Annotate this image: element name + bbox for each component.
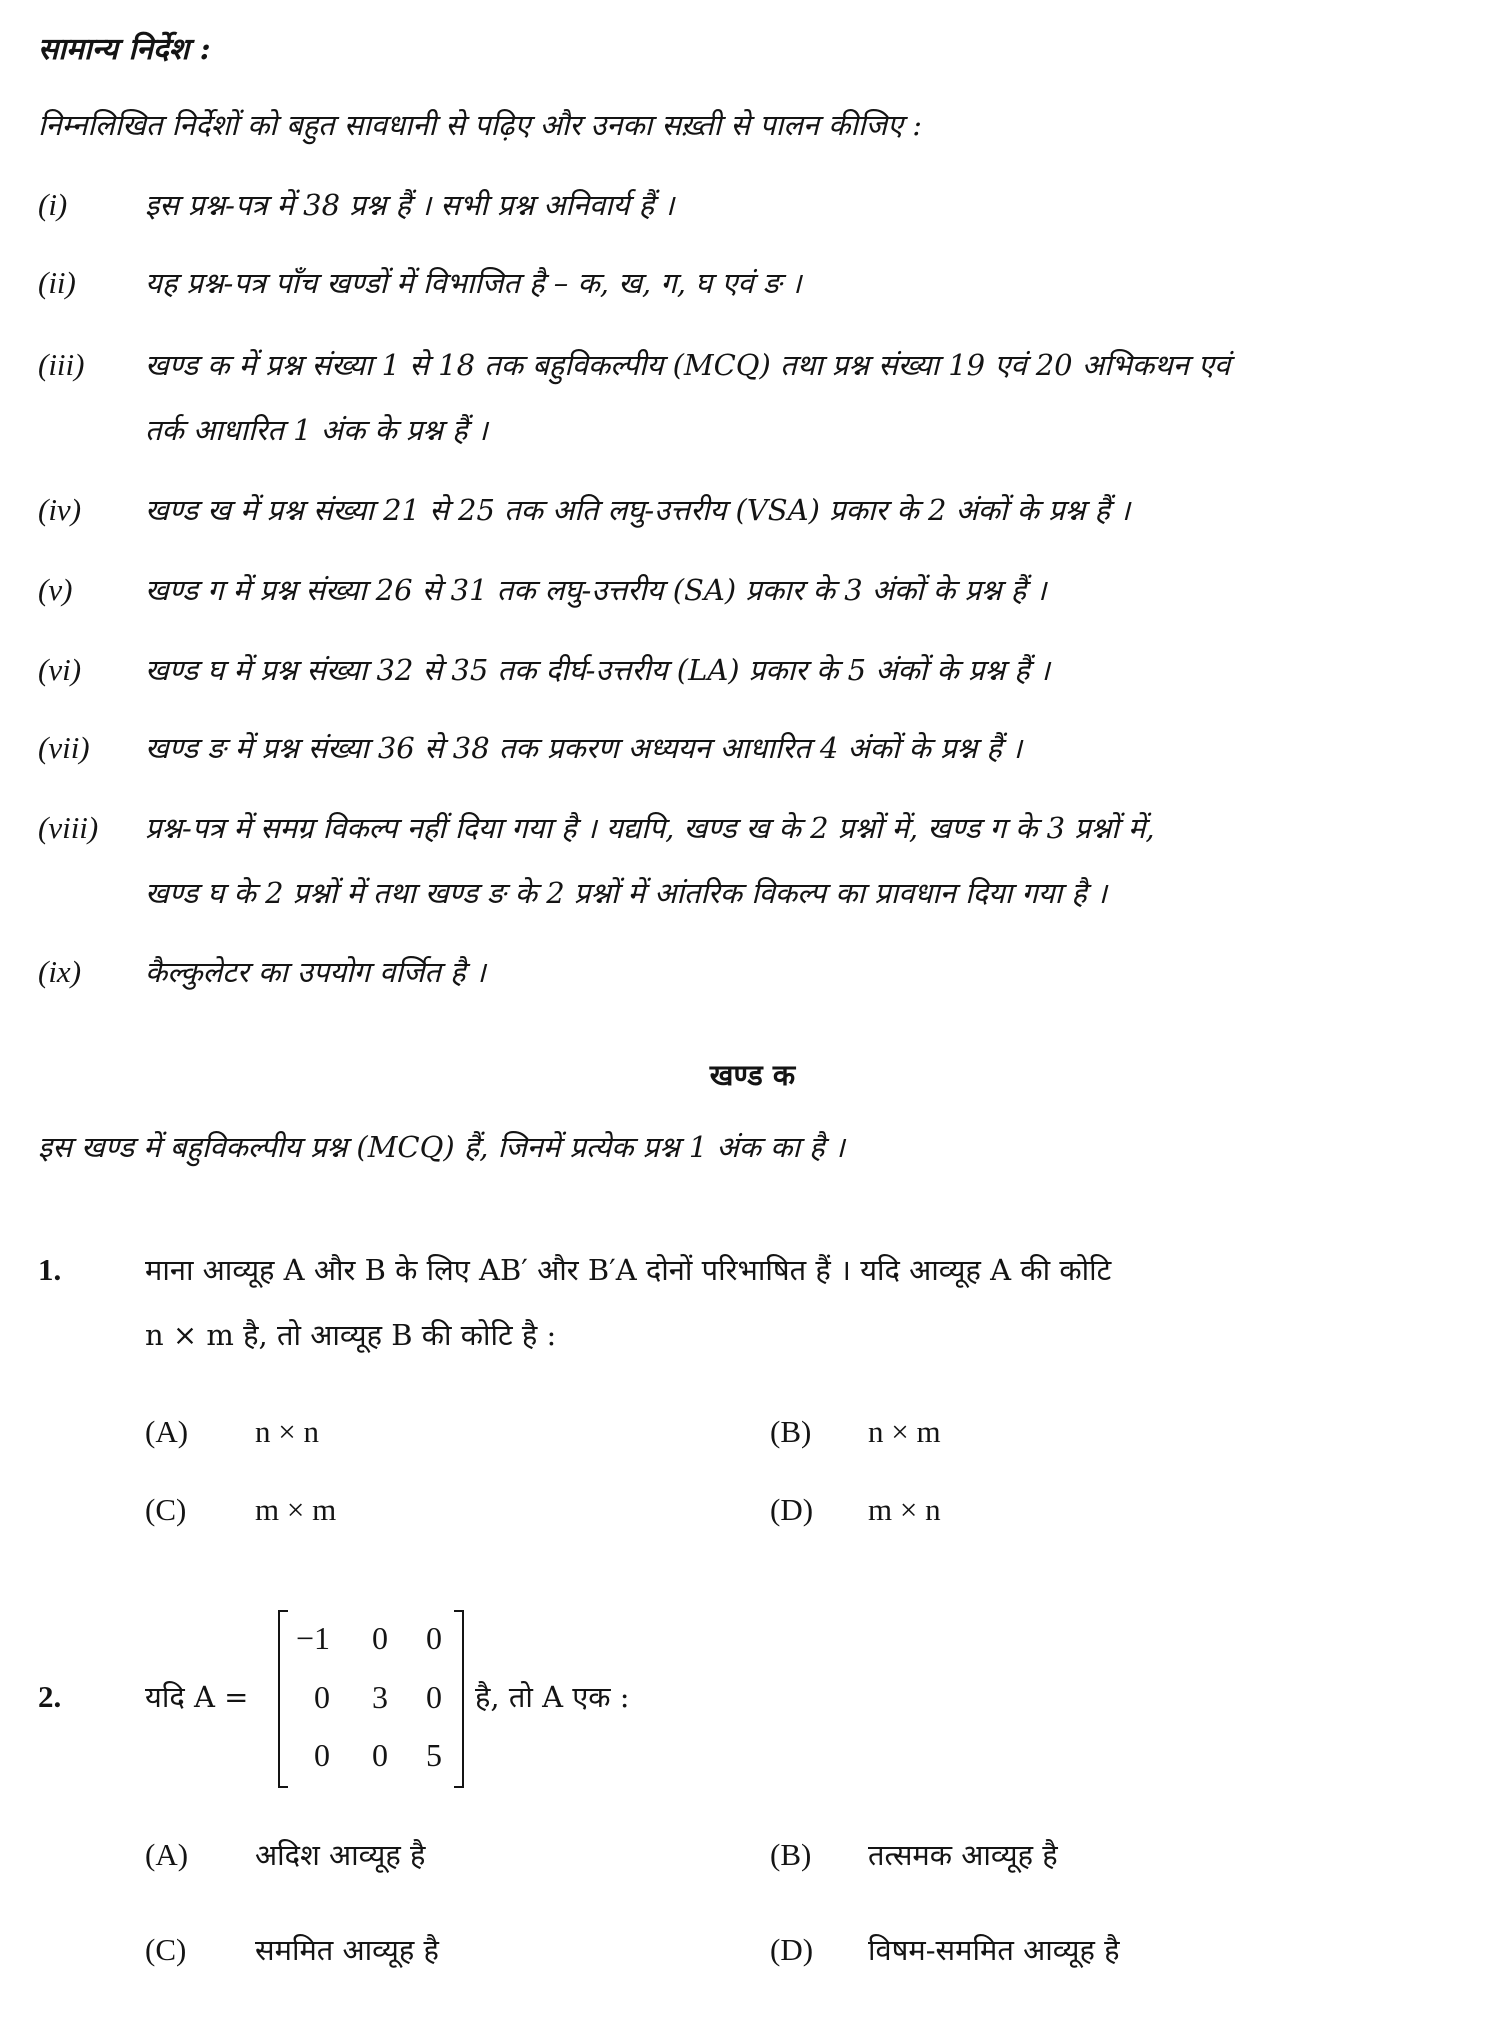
matrix-cell: 0	[314, 1737, 330, 1773]
option-label-b: (B)	[770, 1414, 812, 1449]
option-a[interactable]: n × n	[255, 1414, 319, 1449]
question-text: माना आव्यूह A और B के लिए AB′ और B′A दोनों परिभाषित हैं । यदि आव्यूह A की कोटि	[145, 1253, 1112, 1287]
instruction-num: (ix)	[38, 954, 82, 989]
instruction-num: (iv)	[38, 492, 82, 527]
question-text-cont: n × m है, तो आव्यूह B की कोटि है :	[145, 1318, 557, 1352]
matrix-cell: 5	[426, 1737, 442, 1773]
section-note: इस खण्ड में बहुविकल्पीय प्रश्न (MCQ) हैं, जिनमें प्रत्येक प्रश्न 1 अंक का है ।	[38, 1130, 845, 1164]
matrix-cell: 0	[372, 1737, 388, 1773]
option-d[interactable]: m × n	[868, 1492, 941, 1527]
instruction-num: (ii)	[38, 265, 76, 300]
instructions-intro: निम्नलिखित निर्देशों को बहुत सावधानी से पढ़िए और उनका सख़्ती से पालन कीजिए :	[38, 108, 923, 142]
instructions-title: सामान्य निर्देश :	[38, 32, 211, 67]
instruction-num: (vii)	[38, 730, 90, 765]
instruction-text: प्रश्न-पत्र में समग्र विकल्प नहीं दिया गया है । यद्यपि, खण्ड ख के 2 प्रश्नों में, खण्ड ग के 3 प्रश्नों में,	[145, 811, 1155, 845]
matrix-cell: 0	[314, 1679, 330, 1715]
instruction-text: यह प्रश्न-पत्र पाँच खण्डों में विभाजित है – क, ख, ग, घ एवं ङ ।	[145, 266, 802, 300]
instruction-text-cont: खण्ड घ के 2 प्रश्नों में तथा खण्ड ङ के 2 प्रश्नों में आंतरिक विकल्प का प्रावधान दिया गया है ।	[145, 876, 1108, 910]
option-label-a: (A)	[145, 1837, 189, 1872]
matrix-a	[278, 1610, 464, 1788]
instruction-text: खण्ड ख में प्रश्न संख्या 21 से 25 तक अति लघु-उत्तरीय (VSA) प्रकार के 2 अंकों के प्रश्न हैं ।	[145, 493, 1131, 527]
instruction-text: खण्ड घ में प्रश्न संख्या 32 से 35 तक दीर्घ-उत्तरीय (LA) प्रकार के 5 अंकों के प्रश्न हैं ।	[145, 653, 1050, 687]
option-label-a: (A)	[145, 1414, 189, 1449]
option-d[interactable]: विषम-सममित आव्यूह है	[868, 1933, 1120, 1967]
instruction-num: (viii)	[38, 810, 99, 845]
question-text-prefix: यदि A =	[145, 1680, 249, 1714]
matrix-cell: 0	[426, 1620, 442, 1656]
instruction-text-cont: तर्क आधारित 1 अंक के प्रश्न हैं ।	[145, 413, 488, 447]
question-number: 1.	[38, 1252, 62, 1287]
matrix-cell: −1	[295, 1620, 330, 1656]
instruction-num: (vi)	[38, 652, 82, 687]
option-b[interactable]: तत्समक आव्यूह है	[868, 1838, 1058, 1872]
instruction-text: कैल्कुलेटर का उपयोग वर्जित है ।	[145, 955, 486, 989]
matrix-cell: 0	[426, 1679, 442, 1715]
question-text-suffix: है, तो A एक :	[475, 1680, 630, 1714]
instruction-num: (iii)	[38, 347, 85, 382]
instruction-text: खण्ड ग में प्रश्न संख्या 26 से 31 तक लघु-उत्तरीय (SA) प्रकार के 3 अंकों के प्रश्न हैं ।	[145, 573, 1047, 607]
matrix-cell: 0	[372, 1620, 388, 1656]
instruction-num: (v)	[38, 572, 73, 607]
option-label-c: (C)	[145, 1492, 187, 1527]
option-a[interactable]: अदिश आव्यूह है	[255, 1838, 426, 1872]
section-title: खण्ड क	[709, 1058, 796, 1092]
option-label-d: (D)	[770, 1932, 814, 1967]
question-number: 2.	[38, 1679, 62, 1714]
instruction-text: खण्ड क में प्रश्न संख्या 1 से 18 तक बहुविकल्पीय (MCQ) तथा प्रश्न संख्या 19 एवं 20 अभिकथन एवं	[145, 348, 1231, 382]
option-label-c: (C)	[145, 1932, 187, 1967]
option-c[interactable]: सममित आव्यूह है	[255, 1933, 439, 1967]
option-c[interactable]: m × m	[255, 1492, 337, 1527]
option-label-d: (D)	[770, 1492, 814, 1527]
instruction-text: इस प्रश्न-पत्र में 38 प्रश्न हैं । सभी प्रश्न अनिवार्य हैं ।	[145, 188, 675, 222]
instruction-num: (i)	[38, 187, 68, 222]
instruction-text: खण्ड ङ में प्रश्न संख्या 36 से 38 तक प्रकरण अध्ययन आधारित 4 अंकों के प्रश्न हैं ।	[145, 731, 1022, 765]
option-label-b: (B)	[770, 1837, 812, 1872]
matrix-cell: 3	[372, 1679, 388, 1715]
option-b[interactable]: n × m	[868, 1414, 941, 1449]
